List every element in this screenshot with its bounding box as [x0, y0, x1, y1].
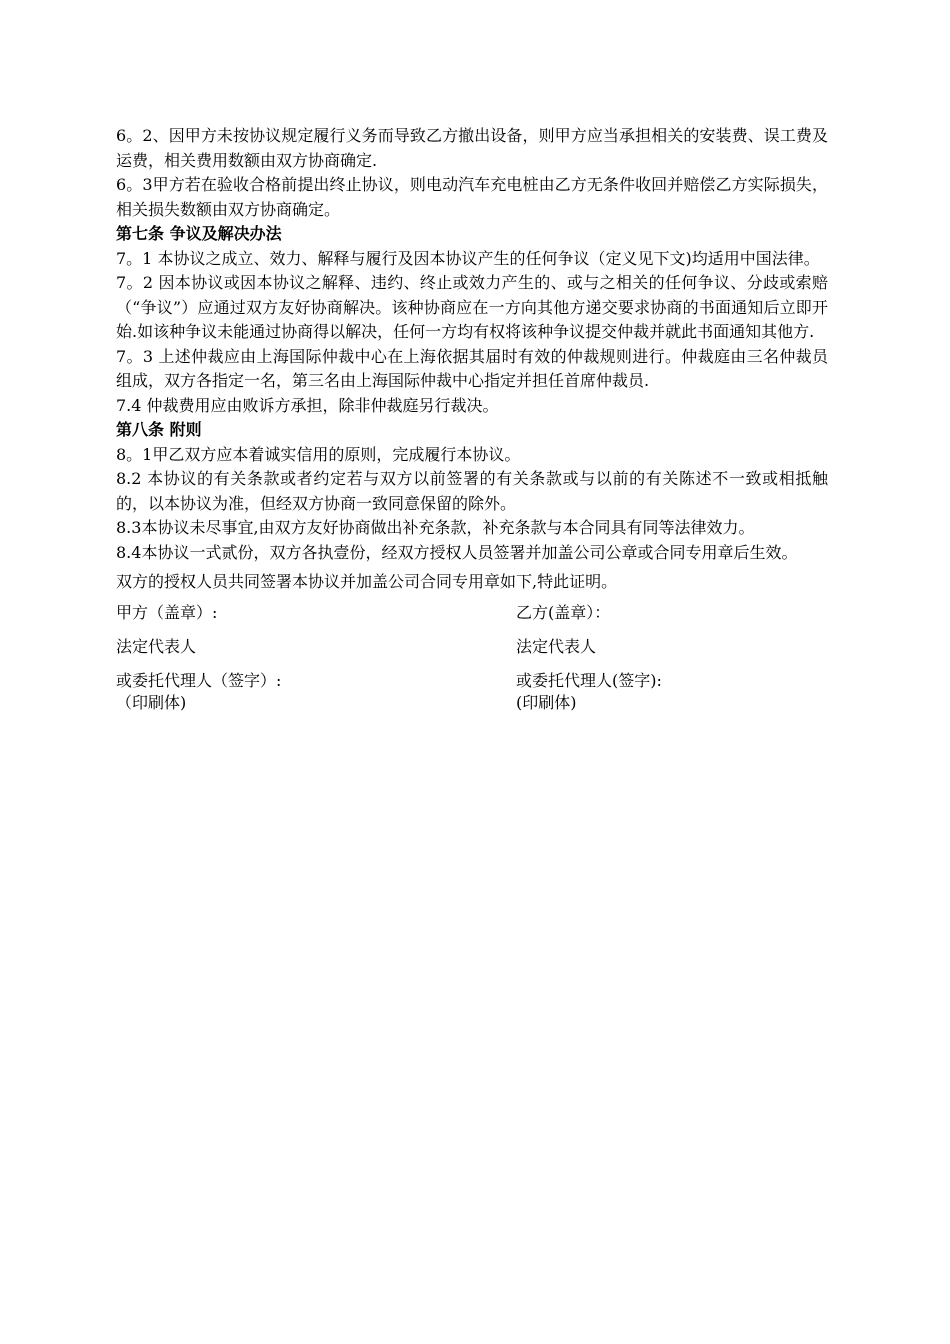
party-a-agent: 或委托代理人（签字）: — [116, 671, 282, 690]
clause-paragraph: 7。1 本协议之成立、效力、解释与履行及因本协议产生的任何争议（定义见下文)均适用中国法律。 — [116, 248, 820, 268]
signature-print-row — [116, 692, 828, 714]
clause-paragraph: 7.4 仲裁费用应由败诉方承担，除非仲裁庭另行裁决。 — [116, 395, 499, 415]
signature-seal-row — [116, 602, 828, 624]
party-a-rep: 法定代表人 — [116, 637, 197, 656]
clause-paragraph: 6。3甲方若在验收合格前提出终止协议，则电动汽车充电桩由乙方无条件收回并赔偿乙方实际损失，相关损失数额由双方协商确定。 — [116, 175, 828, 219]
clause-paragraph: 8。1甲乙双方应本着诚实信用的原则，完成履行本协议。 — [116, 444, 521, 464]
signature-agent-row — [116, 670, 828, 692]
clause-paragraph: 8.2 本协议的有关条款或者约定若与双方以前签署的有关条款或与以前的有关陈述不一致或相抵触的，以本协议为准，但经双方协商一致同意保留的除外。 — [116, 469, 828, 513]
clause-paragraph: 7。2 因本协议或因本协议之解释、违约、终止或效力产生的、或与之相关的任何争议、分歧或索赔（“争议”）应通过双方友好协商解决。该种协商应在一方向其他方递交要求协商的书面通知后立即开始.如该种争议未能通过协商得以解决，任何一方均有权将该种争议提交仲裁并就此书面通知其他方. — [116, 273, 828, 341]
party-b-print: (印刷体) — [516, 693, 577, 712]
signature-rep-row — [116, 636, 828, 658]
party-b-seal: 乙方(盖章）： — [516, 603, 611, 622]
party-a-print: （印刷体) — [116, 693, 187, 712]
clause-paragraph: 6。2、因甲方未按协议规定履行义务而导致乙方撤出设备，则甲方应当承担相关的安装费、误工费及运费，相关费用数额由双方协商确定. — [116, 126, 828, 170]
party-b-rep: 法定代表人 — [516, 637, 597, 656]
party-a-seal: 甲方（盖章）: — [116, 603, 218, 622]
clause-paragraph: 7。3 上述仲裁应由上海国际仲裁中心在上海依据其届时有效的仲裁规则进行。仲裁庭由三名仲裁员组成，双方各指定一名，第三名由上海国际仲裁中心指定并担任首席仲裁员. — [116, 346, 828, 390]
section-heading: 第八条 附则 — [116, 420, 202, 439]
clause-paragraph: 8.4本协议一式贰份，双方各执壹份，经双方授权人员签署并加盖公司公章或合同专用章后生效。 — [116, 542, 798, 562]
section-heading: 第七条 争议及解决办法 — [116, 224, 282, 243]
party-b-agent: 或委托代理人(签字): — [516, 671, 662, 690]
clauses-container — [116, 124, 828, 565]
clause-paragraph: 8.3本协议未尽事宜,由双方友好协商做出补充条款，补充条款与本合同具有同等法律效力。 — [116, 518, 755, 537]
document-page — [116, 124, 828, 714]
signature-intro: 双方的授权人员共同签署本协议并加盖公司合同专用章如下,特此证明。 — [116, 572, 618, 591]
